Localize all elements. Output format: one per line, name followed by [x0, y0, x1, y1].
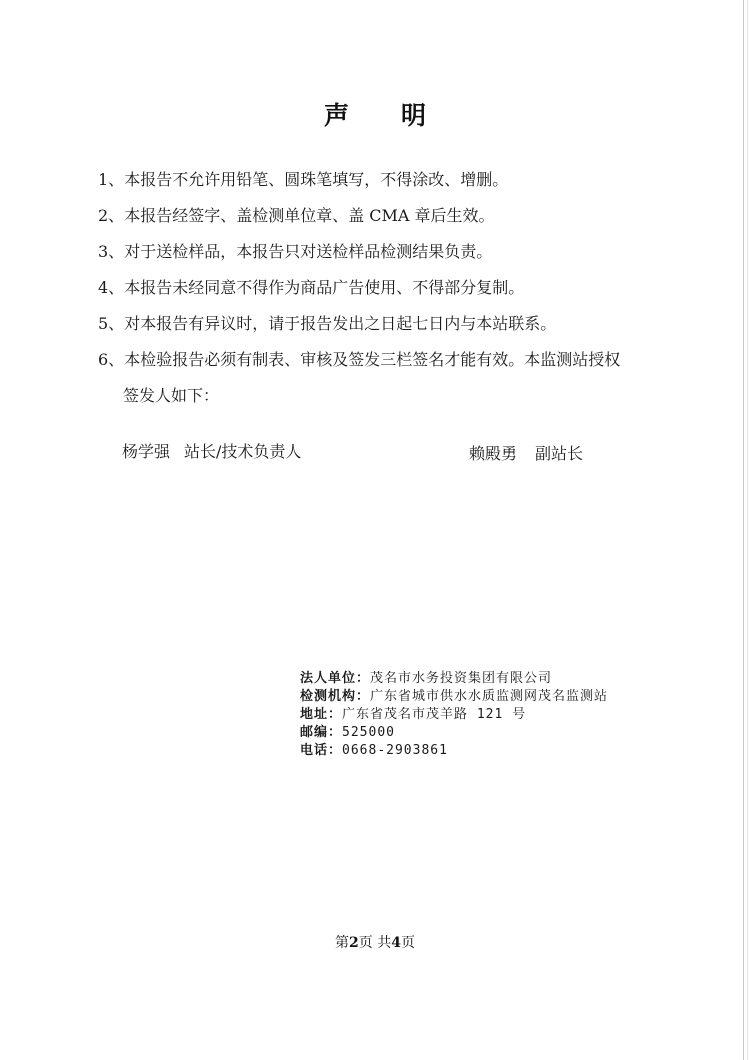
agency-label: 检测机构： [300, 689, 371, 704]
phone-value: 0668-2903861 [342, 743, 448, 758]
clause-number: 3、 [98, 242, 125, 261]
postcode-row [300, 724, 720, 742]
page-current: 2 [349, 935, 359, 951]
clause-number: 4、 [98, 278, 125, 297]
address-label: 地址： [300, 707, 343, 722]
clause-item [98, 162, 698, 198]
clause-number: 1、 [98, 170, 125, 189]
signer-entry [122, 440, 301, 464]
page-total: 4 [391, 935, 401, 951]
clause-item [98, 270, 698, 306]
contact-block [300, 670, 720, 760]
statement-clauses [98, 162, 698, 414]
clause-item [98, 198, 698, 234]
clause-item [98, 342, 698, 378]
postcode-label: 邮编： [300, 725, 343, 740]
clause-item [98, 234, 698, 270]
document-title: 声明 [323, 101, 478, 130]
postcode-value: 525000 [342, 725, 395, 740]
address-row [300, 706, 720, 724]
legal-entity-row [300, 670, 720, 688]
clause-text: 对本报告有异议时，请于报告发出之日起七日内与本站联系。 [124, 314, 557, 333]
clause-text: 本检验报告必须有制表、审核及签发三栏签名才能有效。本监测站授权 [124, 350, 621, 369]
clause-text: 本报告不允许用铅笔、圆珠笔填写，不得涂改、增删。 [124, 170, 509, 189]
page-number-footer [0, 932, 750, 952]
clause-continuation: 签发人如下： [123, 386, 220, 405]
clause-text: 本报告未经同意不得作为商品广告使用、不得部分复制。 [124, 278, 525, 297]
phone-row [300, 742, 720, 760]
clause-item [98, 306, 698, 342]
clause-number: 6、 [98, 350, 125, 369]
signer-role: 站长/技术负责人 [184, 442, 302, 461]
clause-number: 5、 [98, 314, 125, 333]
agency-row [300, 688, 720, 706]
address-value: 广东省茂名市茂羊路 121 号 [342, 707, 527, 722]
legal-entity-label: 法人单位： [300, 671, 371, 686]
page-prefix: 第 [335, 935, 350, 951]
scan-edge-line [743, 0, 744, 1060]
scan-edge-line [747, 0, 748, 1060]
signer-entry [469, 442, 583, 466]
legal-entity-value: 茂名市水务投资集团有限公司 [370, 671, 553, 686]
agency-value: 广东省城市供水水质监测网茂名监测站 [370, 689, 609, 704]
page-mid: 页 共 [358, 935, 392, 951]
signer-name: 杨学强 [122, 442, 171, 461]
clause-text: 本报告经签字、盖检测单位章、盖 CMA 章后生效。 [124, 206, 495, 225]
clause-number: 2、 [98, 206, 125, 225]
clause-text: 对于送检样品，本报告只对送检样品检测结果负责。 [124, 242, 493, 261]
signer-role: 副站长 [535, 444, 584, 463]
page-suffix: 页 [400, 935, 415, 951]
signer-name: 赖殿勇 [469, 444, 518, 463]
phone-label: 电话： [300, 743, 343, 758]
